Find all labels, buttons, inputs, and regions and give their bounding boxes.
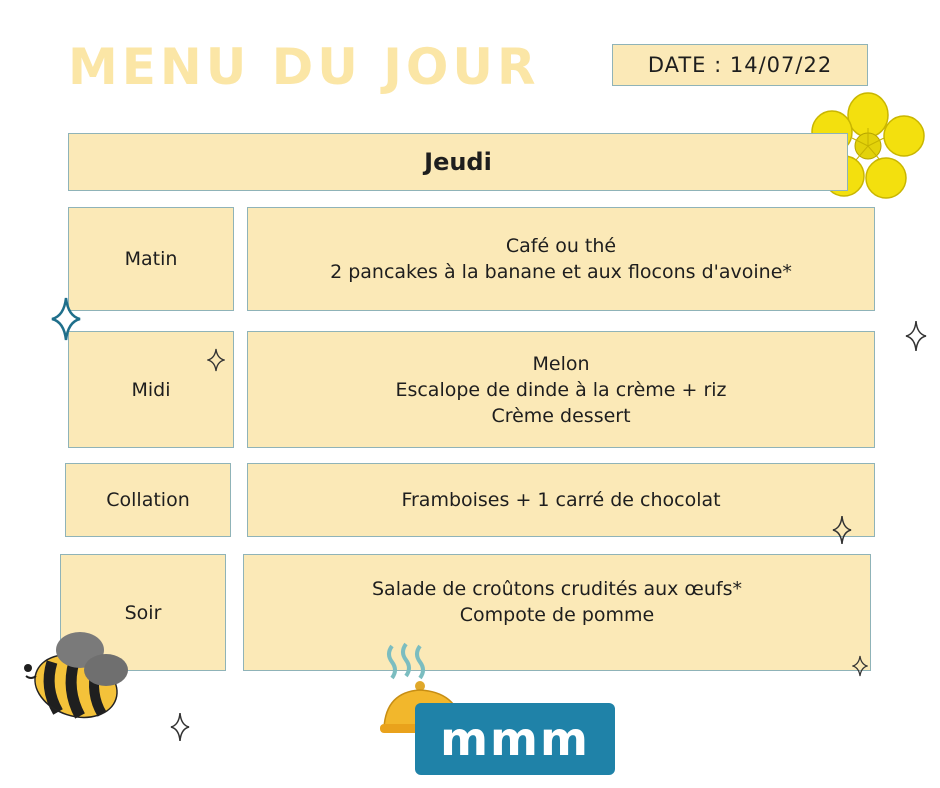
sparkle-icon: [852, 655, 868, 677]
meal-label-soir: Soir: [60, 554, 226, 671]
meal-label-collation: Collation: [65, 463, 231, 537]
date-label: DATE : 14/07/22: [612, 44, 868, 86]
sparkle-icon: [832, 515, 852, 545]
meal-line: Crème dessert: [491, 404, 631, 427]
meal-content-collation: [247, 463, 875, 537]
sparkle-icon: [170, 712, 190, 742]
sparkle-icon: [207, 348, 225, 372]
meal-content-midi: [247, 331, 875, 448]
meal-content-matin: [247, 207, 875, 311]
meal-label-matin: Matin: [68, 207, 234, 311]
meal-line: Salade de croûtons crudités aux œufs*: [371, 577, 743, 600]
sparkle-icon: [905, 320, 927, 352]
meal-line: Framboises + 1 carré de chocolat: [401, 489, 721, 511]
meal-line: Escalope de dinde à la crème + riz: [395, 378, 727, 401]
page-title: MENU DU JOUR: [68, 38, 540, 96]
logo: mmm: [415, 703, 615, 775]
meal-content-soir: [243, 554, 871, 671]
meal-line: 2 pancakes à la banane et aux flocons d'avoine*: [330, 261, 792, 283]
day-header: Jeudi: [68, 133, 848, 191]
meal-line: Café ou thé: [505, 235, 617, 257]
bee-icon: [18, 628, 133, 723]
meal-label-midi: Midi: [68, 331, 234, 448]
meal-line: Compote de pomme: [459, 603, 655, 626]
sparkle-icon: [50, 296, 82, 342]
meal-line: Melon: [532, 352, 590, 375]
